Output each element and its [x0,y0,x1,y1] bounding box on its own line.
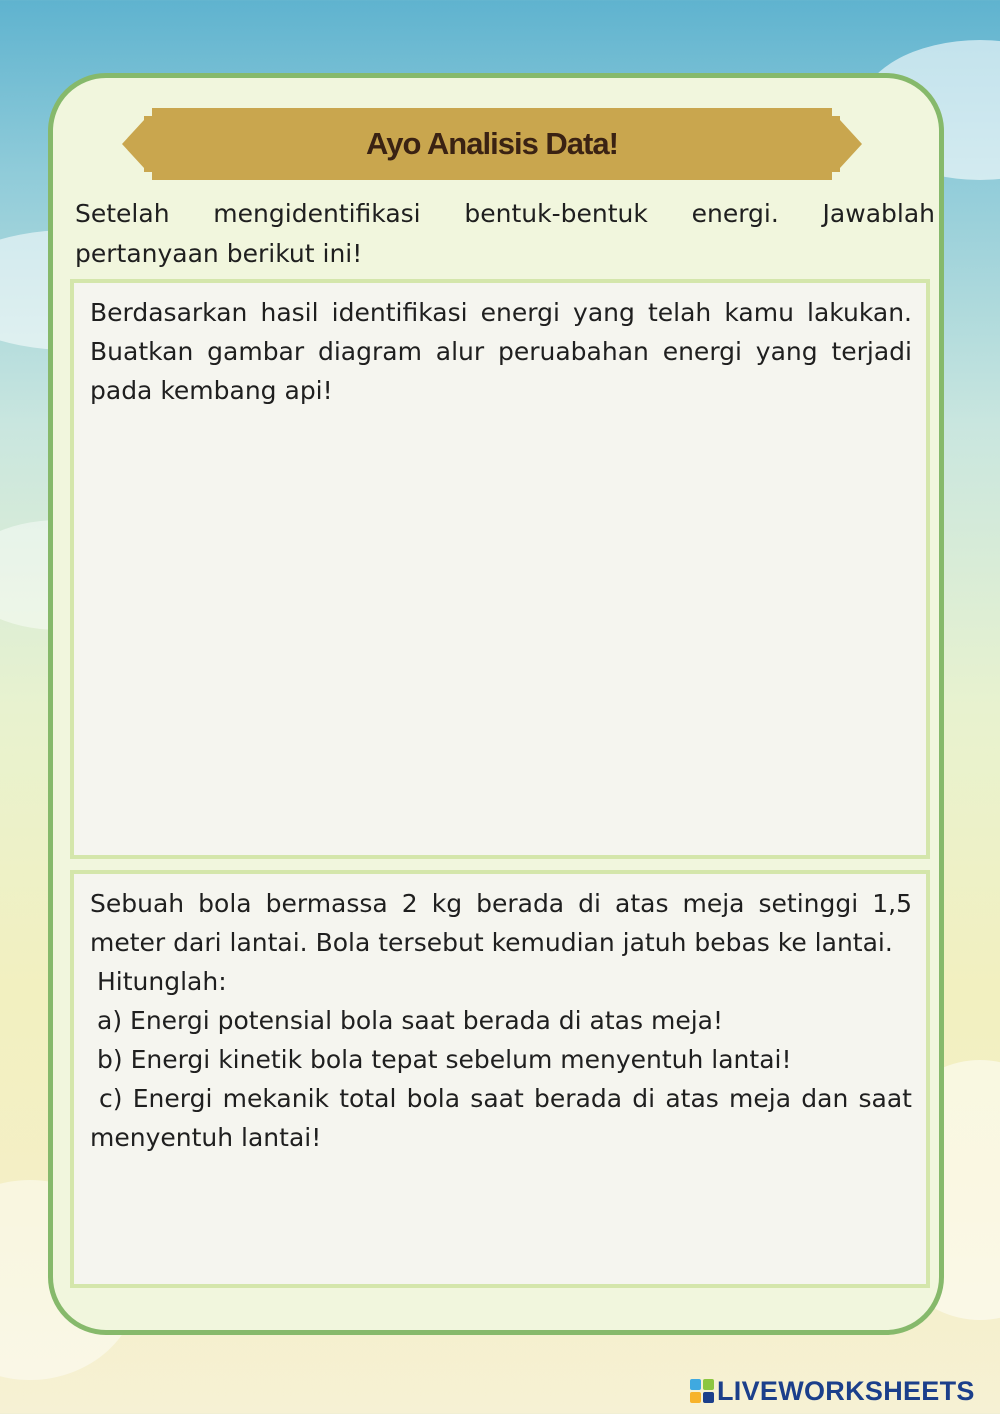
question-1-text: Berdasarkan hasil identifikasi energi yang telah kamu lakukan. Buatkan gambar diagram alur peruabahan energi yang terjadi pada kembang api! [90,298,912,405]
question-2-prompt: Hitunglah: [97,967,227,996]
question-2-item-a: a) Energi potensial bola saat berada di atas meja! [97,1006,723,1035]
question-2-intro: Sebuah bola bermassa 2 kg berada di atas meja setinggi 1,5 meter dari lantai. Bola tersebut kemudian jatuh bebas ke lantai. [90,889,912,957]
answer-box-2[interactable] [70,870,930,1288]
answer-box-1[interactable] [70,279,930,859]
logo-icon [690,1379,714,1403]
banner-title: Ayo Analisis Data! [366,126,618,161]
question-2-item-c: c) Energi mekanik total bola saat berada di atas meja dan saat menyentuh lantai! [90,1084,912,1152]
question-2-item-b: b) Energi kinetik bola tepat sebelum menyentuh lantai! [97,1045,792,1074]
liveworksheets-logo [690,1374,975,1408]
title-banner [122,106,862,182]
logo-text: LIVEWORKSHEETS [717,1375,975,1406]
intro-text: Setelah mengidentifikasi bentuk-bentuk energi. Jawablah pertanyaan berikut ini! [75,199,935,268]
